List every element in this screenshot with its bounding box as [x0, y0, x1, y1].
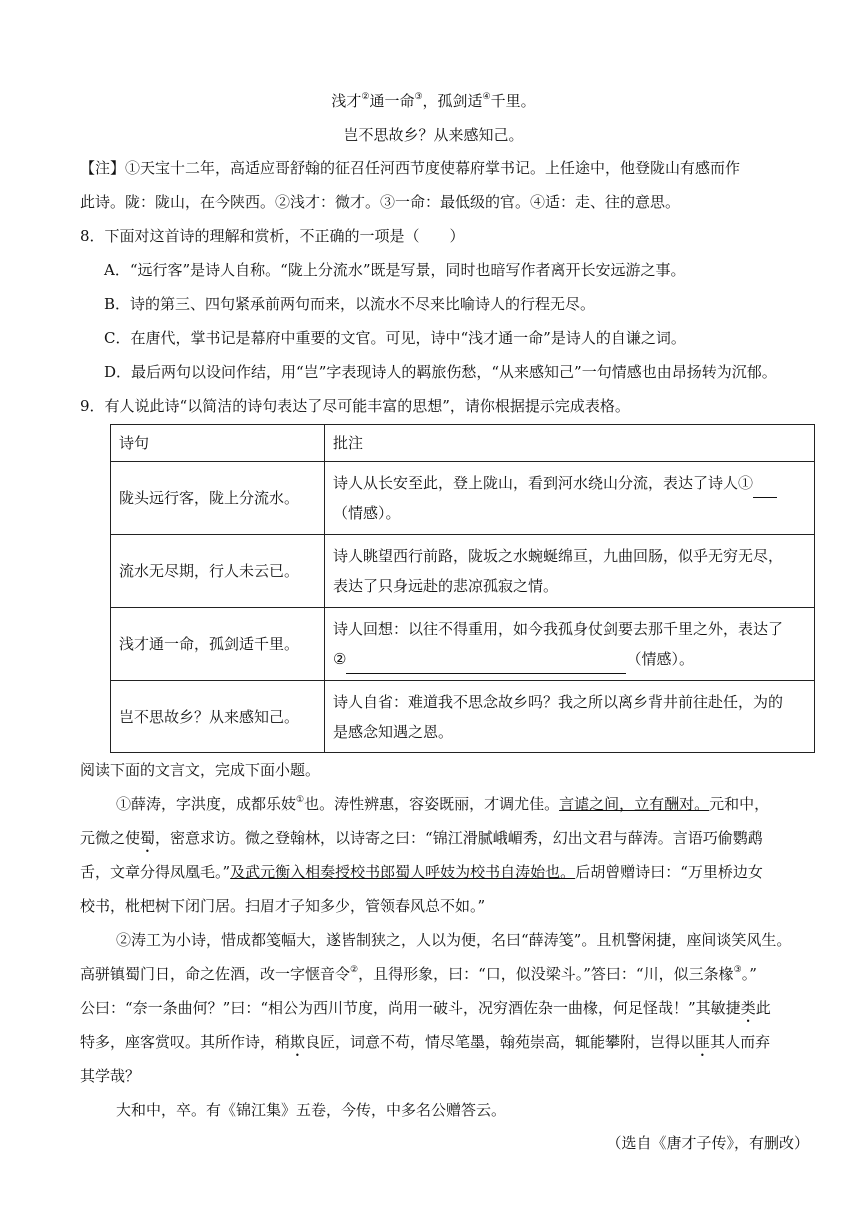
poem-line-1: 浅才②通一命③，孤剑适④千里。 — [331, 92, 536, 110]
paragraph-1-line-3: 舌，文章分得凤凰毛。”及武元衡入相奏授校书郎蜀人呼妓为校书自涛始也。后胡曾赠诗曰：“万里桥边女 — [80, 863, 763, 881]
table-cell-note: 诗人自省：难道我不思念故乡吗？我之所以离乡背井前往赴任，为的 是感念知遇之恩。 — [325, 681, 815, 753]
paragraph-2-line-5: 其学哉？ — [80, 1067, 141, 1085]
table-cell-note: 诗人回想：以往不得重用，如今我孤身仗剑要去那千里之外，表达了 ② （情感）。 — [325, 608, 815, 681]
table-cell-verse: 岂不思故乡？从来感知己。 — [111, 681, 325, 753]
question-8-option-b: B．诗的第三、四句紧承前两句而来，以流水不尽来比喻诗人的行程无尽。 — [104, 295, 596, 313]
underlined-sentence-1: 言谑之间，立有酬对。 — [559, 795, 710, 813]
dotted-char: 蜀 — [140, 829, 156, 847]
paragraph-2-line-4: 特多，座客赏叹。其所作诗，稍欺良匠，词意不苟，情尽笔墨，翰苑崇高，辄能攀附，岂得以匪其人而弃 — [80, 1033, 771, 1051]
underlined-sentence-2: 及武元衡入相奏授校书郎蜀人呼妓为校书自涛始也。 — [230, 863, 576, 881]
poem-line-2: 岂不思故乡？从来感知己。 — [343, 126, 524, 144]
table-cell-verse: 流水无尽期，行人未云已。 — [111, 535, 325, 608]
paragraph-2-line-3: 公曰：“奈一条曲何？”曰：“相公为西川节度，尚用一破斗，况穷酒佐杂一曲椽，何足怪哉！”其敏捷类此 — [80, 999, 771, 1017]
note-line-1: 【注】①天宝十二年，高适应哥舒翰的征召任河西节度使幕府掌书记。上任途中，他登陇山有感而作 — [80, 159, 741, 177]
paragraph-2-line-2: 高骈镇蜀门日，命之佐酒，改一字惬音令②，且得形象，曰：“口，似没梁斗。”答曰：“川，似三条椽③。” — [80, 965, 757, 983]
table-cell-verse: 陇头远行客，陇上分流水。 — [111, 462, 325, 535]
table-row — [111, 681, 815, 753]
answer-blank-2[interactable] — [346, 655, 626, 674]
paragraph-1-line-4: 校书，枇杷树下闭门居。扫眉才子知多少，管领春风总不如。” — [80, 897, 486, 915]
question-8-option-d: D．最后两句以设问作结，用“岂”字表现诗人的羁旅伤愁，“从来感知己”一句情感也由昂扬转为沉郁。 — [104, 363, 777, 381]
question-8-stem: 8．下面对这首诗的理解和赏析，不正确的一项是（ ） — [80, 227, 465, 245]
question-9-stem: 9．有人说此诗“以简洁的诗句表达了尽可能丰富的思想”，请你根据提示完成表格。 — [80, 397, 630, 415]
answer-blank-1[interactable] — [753, 479, 777, 498]
question-8-option-c: C．在唐代，掌书记是幕府中重要的文官。可见，诗中“浅才通一命”是诗人的自谦之词。 — [104, 329, 686, 347]
paragraph-2-line-1: ②涛工为小诗，惜成都笺幅大，遂皆制狭之，人以为便，名曰“薛涛笺”。且机警闲捷，座间谈笑风生。 — [116, 931, 792, 949]
source-citation: （选自《唐才子传》，有删改） — [606, 1134, 809, 1152]
reading-intro: 阅读下面的文言文，完成下面小题。 — [80, 761, 321, 779]
dotted-char: 类 — [740, 999, 756, 1017]
note-line-2: 此诗。陇：陇山，在今陕西。②浅才：微才。③一命：最低级的官。④适：走、往的意思。 — [80, 193, 681, 211]
table-header-note: 批注 — [325, 425, 815, 462]
table-cell-note: 诗人眺望西行前路，陇坂之水蜿蜒绵亘，九曲回肠，似乎无穷无尽， 表达了只身远赴的悲凉孤寂之情。 — [325, 535, 815, 608]
table-row — [111, 608, 815, 681]
annotation-table — [110, 424, 815, 753]
dotted-char: 欺 — [290, 1033, 306, 1051]
table-cell-note: 诗人从长安至此，登上陇山，看到河水绕山分流，表达了诗人① （情感）。 — [325, 462, 815, 535]
paragraph-1-line-1: ①薛涛，字洪度，成都乐妓①也。涛性辨惠，容姿既丽，才调尤佳。言谑之间，立有酬对。元和中， — [116, 795, 770, 813]
dotted-char: 匪 — [695, 1033, 711, 1051]
paragraph-1-line-2: 元微之使蜀，密意求访。微之登翰林，以诗寄之曰：“锦江滑腻峨嵋秀，幻出文君与薛涛。言语巧偷鹦鹉 — [80, 829, 763, 847]
paragraph-3: 大和中，卒。有《锦江集》五卷，今传，中多名公赠答云。 — [116, 1101, 507, 1119]
table-row — [111, 535, 815, 608]
table-header-verse: 诗句 — [111, 425, 325, 462]
table-header-row — [111, 425, 815, 462]
table-row — [111, 462, 815, 535]
question-8-option-a: A．“远行客”是诗人自称。“陇上分流水”既是写景，同时也暗写作者离开长安远游之事。 — [104, 261, 686, 279]
table-cell-verse: 浅才通一命，孤剑适千里。 — [111, 608, 325, 681]
